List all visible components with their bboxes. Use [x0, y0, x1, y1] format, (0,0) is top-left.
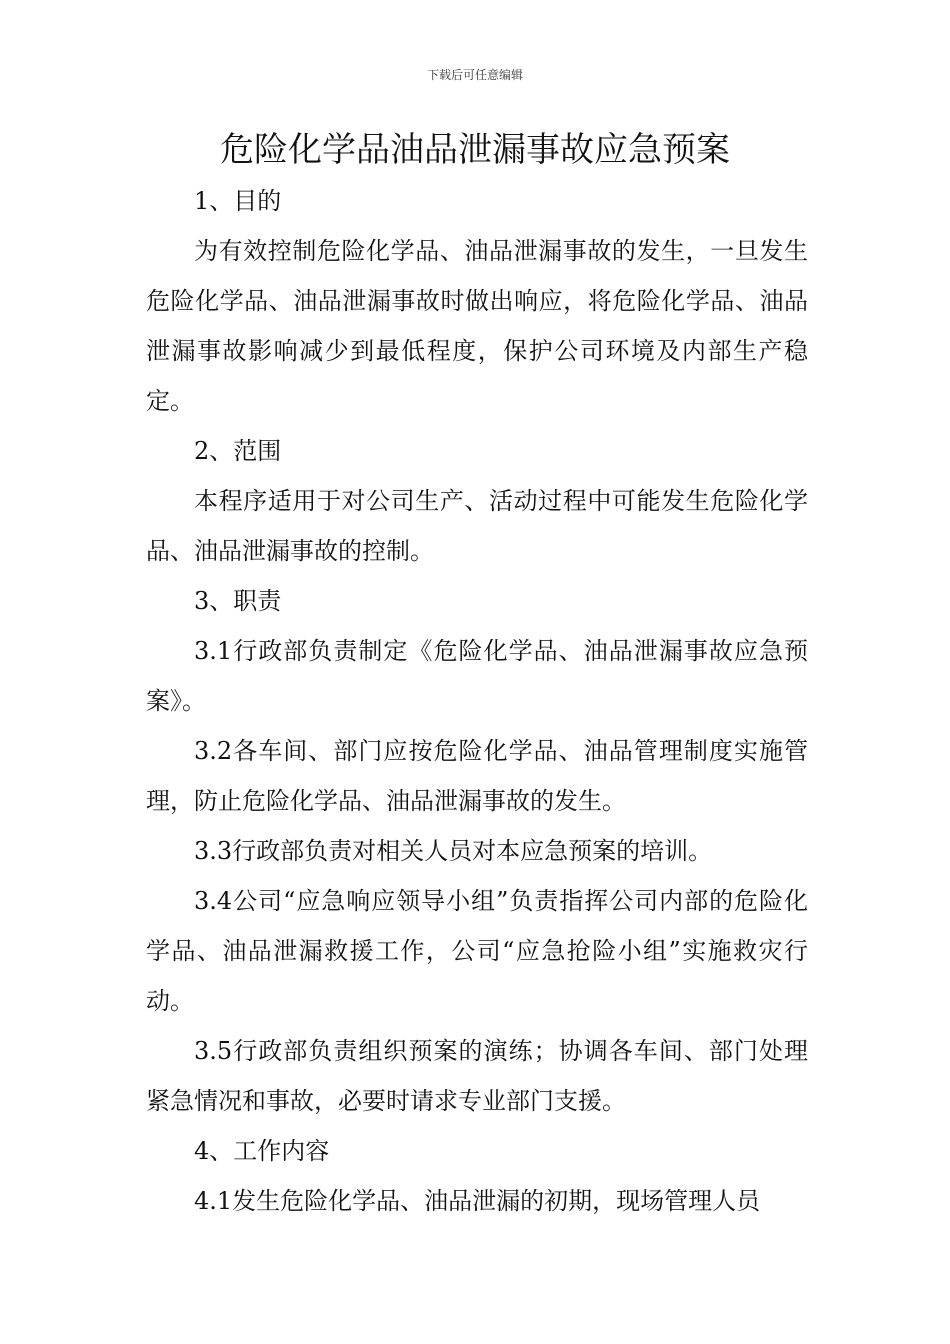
paragraph-purpose: 为有效控制危险化学品、油品泄漏事故的发生，一旦发生危险化学品、油品泄漏事故时做出响应，将危险化学品、油品泄漏事故影响减少到最低程度，保护公司环境及内部生产稳定。 [146, 237, 808, 415]
document-title: 危险化学品油品泄漏事故应急预案 [220, 130, 730, 170]
paragraph-4-1: 4.1发生危险化学品、油品泄漏的初期，现场管理人员 [194, 1187, 761, 1215]
paragraph-3-4: 3.4公司“应急响应领导小组”负责指挥公司内部的危险化学品、油品泄漏救援工作，公司“应急抢险小组”实施救灾行动。 [146, 887, 808, 1015]
section-heading-responsibilities: 3、职责 [194, 587, 282, 615]
section-heading-purpose: 1、目的 [194, 187, 282, 215]
paragraph-3-5: 3.5行政部负责组织预案的演练；协调各车间、部门处理紧急情况和事故，必要时请求专业部门支援。 [146, 1037, 808, 1115]
section-heading-scope: 2、范围 [194, 437, 282, 465]
paragraph-scope: 本程序适用于对公司生产、活动过程中可能发生危险化学品、油品泄漏事故的控制。 [146, 487, 808, 565]
section-heading-work-content: 4、工作内容 [194, 1137, 330, 1165]
header-note: 下载后可任意编辑 [426, 68, 523, 82]
document-body [146, 176, 808, 1226]
paragraph-3-1: 3.1行政部负责制定《危险化学品、油品泄漏事故应急预案》。 [146, 637, 808, 715]
paragraph-3-3: 3.3行政部负责对相关人员对本应急预案的培训。 [194, 837, 713, 865]
paragraph-3-2: 3.2各车间、部门应按危险化学品、油品管理制度实施管理，防止危险化学品、油品泄漏事故的发生。 [146, 737, 808, 815]
